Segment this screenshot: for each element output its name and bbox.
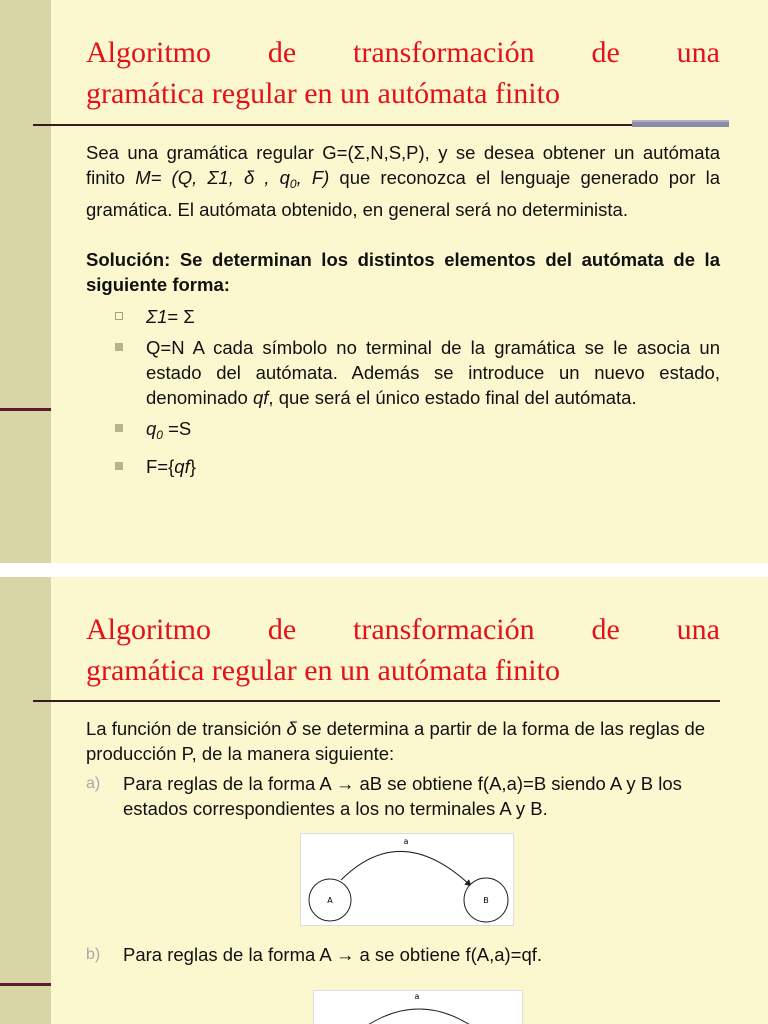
transition-arc [359, 1009, 479, 1024]
list-item: F={qf} [115, 454, 720, 479]
list-item: Q=N A cada símbolo no terminal de la gramática se le asocia un estado del autómata. Además se introduce un nuevo estado, denominado qf, que será el único estado final del autómata. [115, 335, 720, 410]
square-bullet-icon [115, 462, 123, 470]
slide-sidebar [0, 577, 51, 1024]
rule-b: b) Para reglas de la forma A → a se obtiene f(A,a)=qf. [86, 944, 543, 965]
arc-label: a [403, 837, 409, 846]
slide-2 [0, 577, 768, 1024]
sidebar-mark [0, 983, 51, 986]
transition-arc [341, 851, 471, 886]
title-underline [33, 124, 633, 126]
element-list [115, 304, 720, 485]
intro-paragraph: Sea una gramática regular G=(Σ,N,S,P), y se desea obtener un autómata finito M= (Q, Σ1, δ , $q_0$, F) que reconozca el lenguaje generado por la gramática. El autómata obtenido, en general será no determinista. [86, 142, 720, 220]
square-bullet-icon [115, 343, 123, 351]
automaton-diagram-b [313, 990, 523, 1024]
title-rule-accent [632, 120, 729, 127]
transition-diagram [301, 834, 513, 925]
slide-title: Algoritmo de transformación de una gramática regular en un autómata finito [86, 36, 720, 110]
state-a-label: A [327, 896, 333, 905]
rule-a: a) Para reglas de la forma A → aB se obtiene f(A,a)=B siendo A y B los estados correspondientes a los no terminales A y B. [86, 773, 682, 819]
hollow-square-bullet-icon [115, 312, 123, 320]
title-underline [33, 700, 720, 702]
list-item: $q_0 =S$ [115, 416, 720, 448]
solution-heading: Solución: Se determinan los distintos elementos del autómata de la siguiente forma: [86, 249, 720, 295]
slide-title: Algoritmo de transformación de una gramática regular en un autómata finito [86, 613, 720, 687]
transition-intro: La función de transición δ se determina a partir de la forma de las reglas de producción P, de la manera siguiente: [86, 718, 706, 764]
arc-label: a [414, 992, 420, 1001]
state-b-label: B [483, 896, 489, 905]
list-item: Σ1= Σ [115, 304, 720, 329]
automaton-diagram-a [300, 833, 514, 926]
sidebar-mark [0, 408, 51, 411]
transition-diagram [314, 991, 522, 1024]
slide-sidebar [0, 0, 51, 563]
square-bullet-icon [115, 424, 123, 432]
